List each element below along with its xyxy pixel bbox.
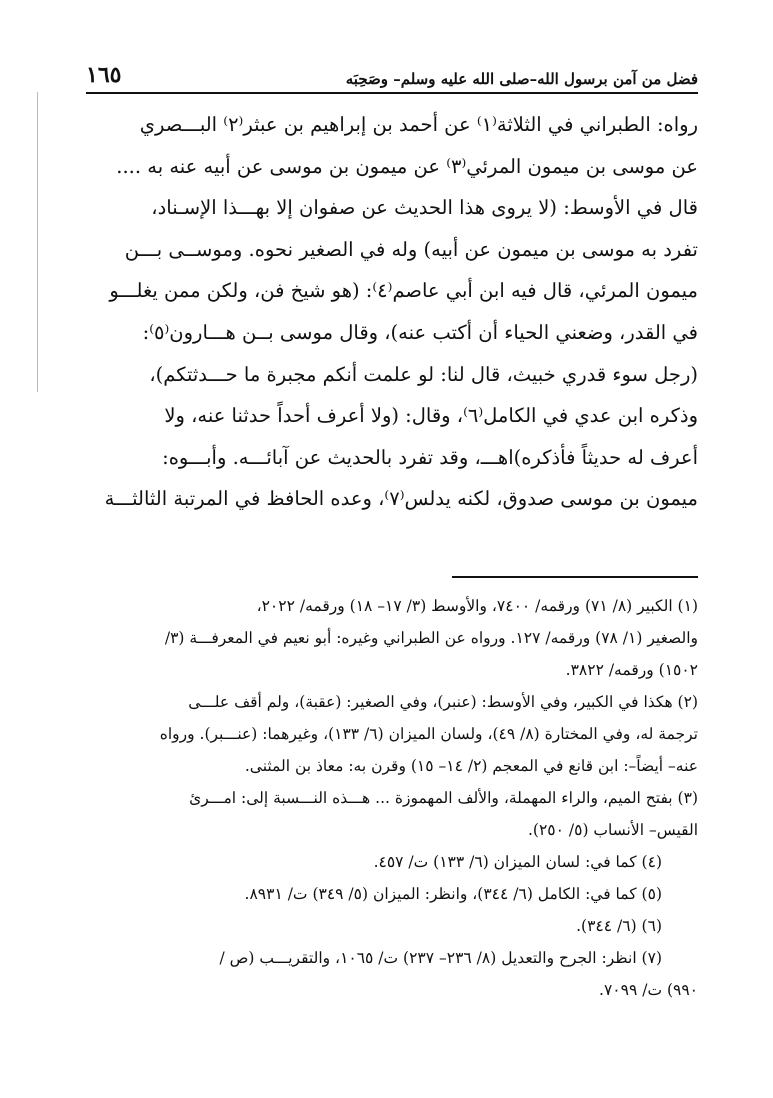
footnote-line: ٩٩٠) ت/ ٧٠٩٩.	[599, 980, 698, 999]
body-line: ميمون بن موسى صدوق، لكنه يدلس⁽٧⁾، وعده الحافظ في المرتبة الثالثـــة	[104, 487, 698, 511]
footnotes	[86, 590, 698, 1006]
page-number: ١٦٥	[86, 62, 122, 88]
body-line: قال في الأوسط: (لا يروى هذا الحديث عن صفوان إلا بهـــذا الإسـناد،	[151, 196, 698, 220]
footnote-line: (٥) كما في: الكامل (٦/ ٣٤٤)، وانظر: الميزان (٥/ ٣٤٩) ت/ ٨٩٣١.	[244, 884, 662, 903]
scan-edge-line	[37, 92, 38, 392]
footnote-line: (٤) كما في: لسان الميزان (٦/ ١٣٣) ت/ ٤٥٧.	[373, 852, 662, 871]
running-header	[86, 58, 698, 94]
footnote-line: القيس– الأنساب (٥/ ٢٥٠).	[527, 820, 698, 839]
body-line: تفرد به موسى بن ميمون عن أبيه) وله في الصغير نحوه. وموســى بـــن	[124, 237, 698, 261]
footnote-separator	[452, 576, 698, 578]
footnote-line: (٦) (٦/ ٣٤٤).	[576, 916, 662, 935]
footnote-line: (٣) بفتح الميم، والراء المهملة، والألف المهموزة ... هـــذه النـــسبة إلى: امـــرئ	[189, 788, 698, 807]
footnote-line: عنه– أيضاً–: ابن قانع في المعجم (٢/ ١٤– ١٥) وقرن به: معاذ بن المثنى.	[244, 756, 698, 775]
header-title: فضل من آمن برسول الله–صلى الله عليه وسلم– وصَحِبَه	[345, 70, 698, 88]
body-line: ميمون المرئي، قال فيه ابن أبي عاصم⁽٤⁾: (هو شيخ فن، ولكن ممن يغلـــو	[109, 279, 698, 303]
body-line: عن موسى بن ميمون المرئي⁽٣⁾ عن ميمون بن موسى عن أبيه عنه به ....	[116, 154, 698, 178]
footnote-line: ١٥٠٢) ورقمه/ ٣٨٢٢.	[565, 660, 698, 679]
footnote-line: (٢) هكذا في الكبير، وفي الأوسط: (عنبر)، وفي الصغير: (عقبة)، ولم أقف علـــى	[188, 692, 698, 711]
body-line: أعرف له حديثاً فأذكره)اهـــ، وقد تفرد بالحديث عن آبائـــه. وأبـــوه:	[162, 445, 698, 469]
body-line: وذكره ابن عدي في الكامل⁽٦⁾، وقال: (ولا أعرف أحداً حدثنا عنه، ولا	[164, 404, 698, 428]
footnote-line: والصغير (١/ ٧٨) ورقمه/ ١٢٧. ورواه عن الطبراني وغيره: أبو نعيم في المعرفـــة (٣/	[164, 628, 698, 647]
main-text	[86, 104, 698, 520]
footnote-line: ترجمة له، وفي المختارة (٨/ ٤٩)، ولسان الميزان (٦/ ١٣٣)، وغيرهما: (عنـــبر). ورواه	[159, 724, 698, 743]
book-page	[86, 58, 698, 1006]
footnote-line: (٧) انظر: الجرح والتعديل (٨/ ٢٣٦– ٢٣٧) ت/ ١٠٦٥، والتقريـــب (ص /	[219, 948, 662, 967]
footnote-line: (١) الكبير (٨/ ٧١) ورقمه/ ٧٤٠٠، والأوسط (٣/ ١٧– ١٨) ورقمه/ ٢٠٢٢،	[256, 596, 698, 615]
body-line: (رجل سوء قدري خبيث، قال لنا: لو علمت أنكم مجبرة ما حـــدثتكم)،	[149, 362, 698, 386]
body-line: رواه: الطبراني في الثلاثة⁽١⁾ عن أحمد بن إبراهيم بن عبثر⁽٢⁾ البـــصري	[139, 113, 698, 136]
body-line: في القدر، وضعني الحياء أن أكتب عنه)، وقال موسى بــن هـــارون⁽٥⁾:	[142, 320, 698, 344]
